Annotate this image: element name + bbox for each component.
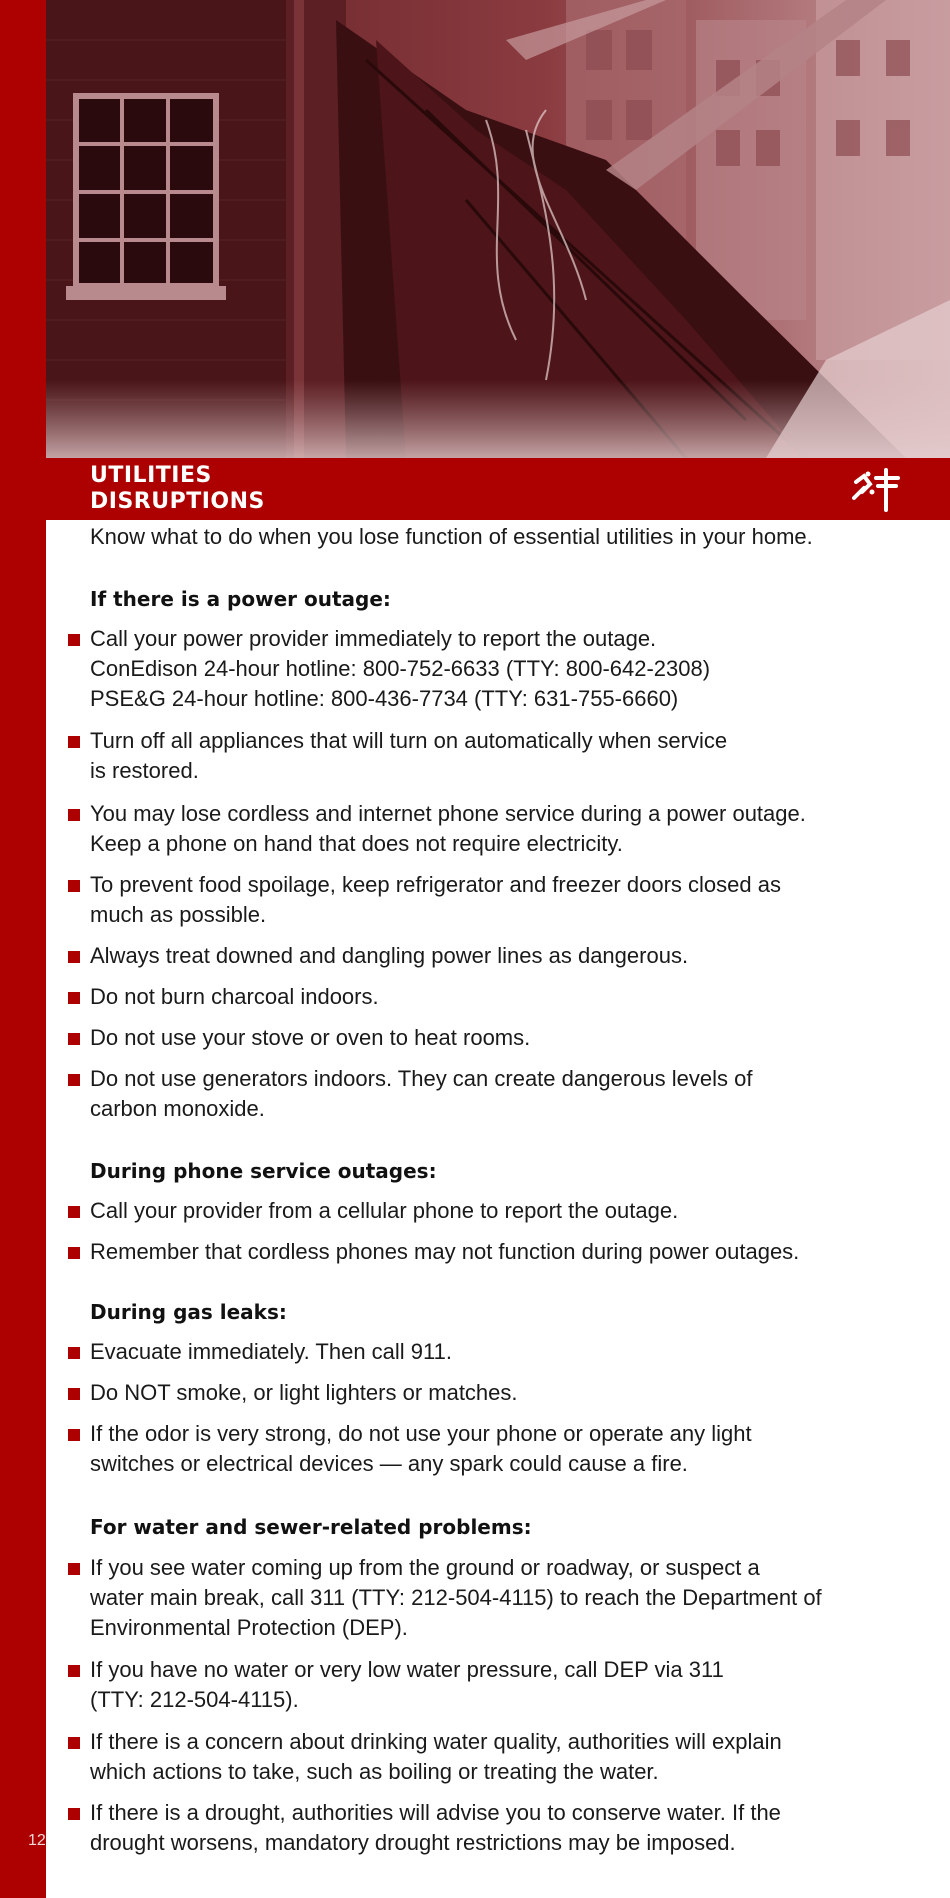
section-heading: During gas leaks: <box>90 1300 287 1324</box>
list-item-text <box>90 941 688 971</box>
list-item-line: Call your provider from a cellular phone to report the outage. <box>90 1198 679 1223</box>
list-item-line: Do not use your stove or oven to heat rooms. <box>90 1025 531 1050</box>
list-item-line: Call your power provider immediately to report the outage. <box>90 626 657 651</box>
list-item-line: Do not burn charcoal indoors. <box>90 984 379 1009</box>
list-item-line: Remember that cordless phones may not function during power outages. <box>90 1239 800 1264</box>
list-item-line: much as possible. <box>90 902 267 927</box>
section-heading: During phone service outages: <box>90 1159 437 1183</box>
square-bullet-icon <box>68 1074 80 1086</box>
list-item-text <box>90 1337 452 1367</box>
list-item-text <box>90 1419 752 1479</box>
list-item-line: Evacuate immediately. Then call 911. <box>90 1339 452 1364</box>
list-item-text <box>90 1023 530 1053</box>
list-item-text <box>90 1196 678 1226</box>
list-item-line: If there is a drought, authorities will advise you to conserve water. If the <box>90 1800 781 1825</box>
square-bullet-icon <box>68 1388 80 1400</box>
list-item-text <box>90 1064 752 1124</box>
list-item-line: PSE&G 24-hour hotline: 800-436-7734 (TTY: 631-755-6660) <box>90 686 679 711</box>
list-item-text <box>90 1378 518 1408</box>
list-item-text <box>90 982 379 1012</box>
list-item-line: If you see water coming up from the ground or roadway, or suspect a <box>90 1555 760 1580</box>
list-item-line: water main break, call 311 (TTY: 212-504-4115) to reach the Department of <box>90 1585 822 1610</box>
list-item-line: If you have no water or very low water pressure, call DEP via 311 <box>90 1657 724 1682</box>
list-item-text <box>90 1655 724 1715</box>
list-item-line: (TTY: 212-504-4115). <box>90 1687 299 1712</box>
page-number: 12 <box>28 1832 46 1849</box>
list-item-line: Keep a phone on hand that does not require electricity. <box>90 831 623 856</box>
list-item-line: Always treat downed and dangling power lines as dangerous. <box>90 943 689 968</box>
list-item-text <box>90 870 781 930</box>
list-item-line: Turn off all appliances that will turn on automatically when service <box>90 728 728 753</box>
intro-paragraph: Know what to do when you lose function of essential utilities in your home. <box>90 524 813 549</box>
square-bullet-icon <box>68 1247 80 1259</box>
square-bullet-icon <box>68 736 80 748</box>
square-bullet-icon <box>68 1429 80 1441</box>
section-heading: If there is a power outage: <box>90 587 391 611</box>
list-item-text <box>90 1553 822 1643</box>
square-bullet-icon <box>68 1033 80 1045</box>
square-bullet-icon <box>68 1347 80 1359</box>
section-heading: For water and sewer-related problems: <box>90 1515 532 1539</box>
list-item-line: switches or electrical devices — any spark could cause a fire. <box>90 1451 688 1476</box>
list-item-line: If the odor is very strong, do not use your phone or operate any light <box>90 1421 752 1446</box>
list-item-line: Environmental Protection (DEP). <box>90 1615 408 1640</box>
list-item-line: You may lose cordless and internet phone service during a power outage. <box>90 801 806 826</box>
list-item-text <box>90 624 710 714</box>
list-item-text <box>90 1727 782 1787</box>
page-title-line-1: UTILITIES <box>90 463 212 488</box>
list-item-line: which actions to take, such as boiling or treating the water. <box>90 1759 659 1784</box>
square-bullet-icon <box>68 992 80 1004</box>
square-bullet-icon <box>68 1563 80 1575</box>
list-item-line: To prevent food spoilage, keep refrigerator and freezer doors closed as <box>90 872 781 897</box>
square-bullet-icon <box>68 1737 80 1749</box>
section-title-band <box>46 458 950 520</box>
square-bullet-icon <box>68 634 80 646</box>
list-item-text <box>90 726 727 786</box>
list-item-line: is restored. <box>90 758 199 783</box>
hero-photo-collapsed-building <box>46 0 950 458</box>
page-title-line-2: DISRUPTIONS <box>90 489 265 514</box>
list-item-line: Do not use generators indoors. They can create dangerous levels of <box>90 1066 753 1091</box>
square-bullet-icon <box>68 1808 80 1820</box>
square-bullet-icon <box>68 880 80 892</box>
list-item-text <box>90 1237 799 1267</box>
list-item-line: Do NOT smoke, or light lighters or matches. <box>90 1380 518 1405</box>
list-item-line: carbon monoxide. <box>90 1096 265 1121</box>
list-item-line: If there is a concern about drinking water quality, authorities will explain <box>90 1729 782 1754</box>
square-bullet-icon <box>68 809 80 821</box>
list-item-line: drought worsens, mandatory drought restrictions may be imposed. <box>90 1830 736 1855</box>
square-bullet-icon <box>68 951 80 963</box>
left-color-bar <box>0 0 46 1898</box>
square-bullet-icon <box>68 1665 80 1677</box>
utility-pole-icon <box>848 466 904 517</box>
list-item-line: ConEdison 24-hour hotline: 800-752-6633 (TTY: 800-642-2308) <box>90 656 711 681</box>
list-item-text <box>90 799 806 859</box>
square-bullet-icon <box>68 1206 80 1218</box>
list-item-text <box>90 1798 781 1858</box>
